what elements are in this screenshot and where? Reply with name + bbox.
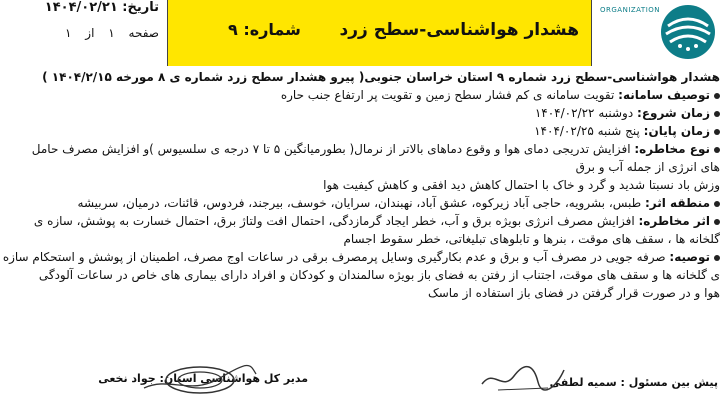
end-label: زمان پایان:: [643, 124, 710, 138]
date-box: [0, 0, 168, 66]
logo-box: [592, 0, 728, 66]
page-indicator: [65, 26, 159, 40]
number-label: شماره:: [243, 20, 301, 39]
bullet-icon: [714, 129, 720, 135]
hazard-text-3: وزش باد نسبتا شدید و گرد و خاک با احتمال کاهش دید افقی و کاهش کیفیت هوا: [323, 178, 720, 192]
area-row: [6, 194, 720, 212]
director-signature-label: مدیر کل هواشناسی استان: جواد نخعی: [98, 372, 308, 385]
logo-caption: ORGANIZATION: [600, 6, 661, 14]
page-of: از: [85, 26, 95, 40]
effect-text-1: افزایش مصرف انرژی بویژه برق و آب، خطر ایجاد گرمازدگی، احتمال افت ولتاژ برق، احتمال خسارت به پوشش، سازه ی: [33, 214, 635, 228]
effect-text-2: گلخانه ها ، سقف های موقت ، بنرها و تابلوهای تبلیغاتی، خطر سقوط اجسام: [343, 232, 720, 246]
number-value: ۹: [228, 20, 238, 39]
date-line: [45, 0, 159, 15]
area-text: طبس، بشرویه، حاجی آباد زیرکوه، عشق آباد، نهبندان، سرایان، خوسف، بیرجند، فردوس، قائنات، درمیان، سربیشه: [77, 196, 642, 210]
director-signature-icon: [140, 358, 260, 398]
alert-title: هشدار هواشناسی-سطح زرد: [339, 20, 579, 40]
description-text: تقویت سامانه ی کم فشار سطح زمین و تقویت پر ارتفاع جنب حاره: [280, 88, 615, 102]
alert-body: [2, 68, 720, 302]
page-label: صفحه: [128, 26, 159, 40]
bullet-icon: [714, 201, 720, 207]
advice-label: توصیه:: [669, 250, 710, 264]
start-value: دوشنبه ۱۴۰۴/۰۲/۲۲: [534, 106, 634, 120]
start-row: [6, 104, 720, 122]
effect-label: اثر مخاطره:: [638, 214, 710, 228]
end-value: پنج شنبه ۱۴۰۴/۰۲/۲۵: [534, 124, 640, 138]
bullet-icon: [714, 255, 720, 261]
effect-row: [6, 212, 720, 230]
advice-row: [2, 248, 720, 266]
advice-text-1: صرفه جویی در مصرف آب و برق و عدم بکارگیری وسایل پرمصرف برقی در ساعات اوج مصرف، اطمینان از پوشش و استحکام سازه: [2, 250, 666, 264]
page-total: ۱: [65, 26, 72, 40]
description-label: توصیف سامانه:: [618, 88, 710, 102]
page-current: ۱: [108, 26, 115, 40]
description-row: [6, 86, 720, 104]
hazard-text-1: افزایش تدریجی دمای هوا و وقوع دماهای بالاتر از نرمال( بطورمیانگین ۵ تا ۷ درجه ی سلسیوس )و افزایش مصرف حامل: [31, 142, 631, 156]
forecaster-signature-label: پیش بین مسئول : سمیه لطفی: [549, 376, 718, 389]
alert-headline: هشدار هواشناسی-سطح زرد شماره ۹ استان خراسان جنوبی( پیرو هشدار سطح زرد شماره ی ۸ مورخه ۱۴۰۴/۲/۱۵ ): [42, 70, 720, 84]
hazard-label: نوع مخاطره:: [634, 142, 710, 156]
date-label: تاریخ:: [122, 0, 159, 15]
title-box: [168, 0, 592, 66]
date-value: ۱۴۰۴/۰۲/۲۱: [44, 0, 118, 15]
bullet-icon: [714, 147, 720, 153]
bullet-icon: [714, 111, 720, 117]
advice-text-2: ی گلخانه ها و سقف های موقت، اجتناب از رفتن به فضای باز بویژه سالمندان و کودکان و افراد دارای بیماری های خاص در ساعات آلودگی: [38, 268, 720, 282]
meteorology-logo-icon: [652, 2, 724, 62]
hazard-text-2: های انرژی از جمله آب و برق: [575, 160, 720, 174]
alert-number: [228, 20, 301, 39]
forecaster-signature-icon: [478, 362, 568, 396]
document-header: [0, 0, 728, 66]
bullet-icon: [714, 219, 720, 225]
end-row: [6, 122, 720, 140]
area-label: منطقه اثر:: [645, 196, 710, 210]
bullet-icon: [714, 93, 720, 99]
hazard-row: [6, 140, 720, 158]
advice-text-3: هوا و در صورت قرار گرفتن در فضای باز استفاده از ماسک: [427, 286, 720, 300]
start-label: زمان شروع:: [637, 106, 710, 120]
